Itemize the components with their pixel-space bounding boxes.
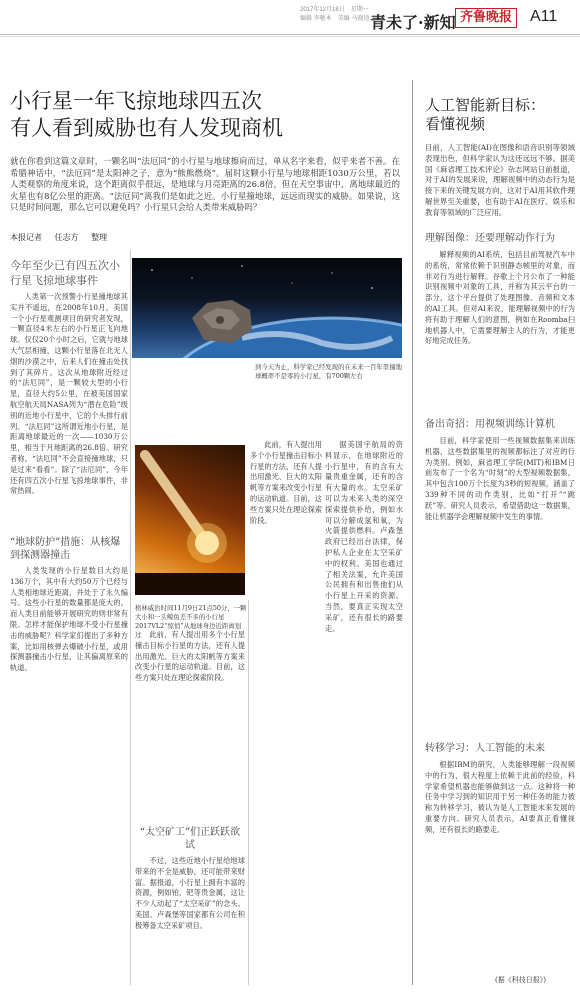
column-2-text-2 (135, 856, 245, 986)
byline-role: 本报记者 (10, 233, 42, 242)
newspaper-logo: 齐鲁晚报 (455, 8, 517, 28)
column-3-text (325, 440, 403, 985)
source-credit: (据《科技日报》) (495, 976, 546, 984)
sidebar-text-3 (425, 760, 575, 970)
column-1-paragraph: 人类第一次预警小行星撞地球其实并不遥远，在2008年10月，美国一个小行星观测项目的研究者发现，一颗直径4米左右的小行星正飞向地球。仅仅20个小时之后，它就与地球大气层相撞，这颗小行星落在北无人烟的沙漠之中，后来人们在撞击处找到了其碎片。这次从地球附近经过的“法厄同”，是一颗较大型的小行星，直径大约5公里，在被美国国家航空航天局NASA列为“潜在危险”级别的近地小行星中，它的个头排行前列。“法厄同”这所谓近地小行星，是距离地球最近的一次——1030万公里，相当于月地距离的26.8倍。研究者称，“法厄同”不会直接撞地球，只是过来“看看”。除了“法厄同”，今年还有四五次小行星飞掠地球事件，非常热闹。 (10, 292, 128, 496)
asteroid-earth-photo (132, 258, 402, 358)
page-number: A11 (530, 8, 558, 25)
meteor-illustration (135, 445, 245, 595)
sidebar-subhead-3: 转移学习：人工智能的未来 (425, 743, 545, 754)
header-rule-thin (0, 36, 580, 37)
header-meta (300, 6, 370, 24)
sidebar-headline (425, 96, 575, 134)
sidebar-lead: 目前，人工智能(AI)在图像和语音识别等领域表现出色，但科学家认为这还远远不够。据美国《麻省理工技术评论》杂志网站日前报道，对于AI的发展来说，理解视频中的动态行为是接下来的关键发展方向，这对于AI用其软件理解世界至关重要，也有助于AI在医疗、娱乐和教育等领域的广泛应用。 (425, 143, 575, 217)
asteroid-illustration (132, 258, 402, 358)
byline-author: 任志方 (54, 233, 79, 242)
photo-2-caption: 格林威治时间11月9日21点50分，一颗大小和一头鲸鱼差不多的小行星2017VL2“惊悄”从地球身边近距离划过 (135, 604, 247, 639)
meteor-photo (135, 445, 245, 595)
column-2-text (135, 630, 245, 810)
sidebar-paragraph-3: 根据IBM的研究，人类能够理解一段视频中的行为，很大程度上依赖于此前的经验，科学家希望机器也能够做到这一点。这种将一种任务中学习到的知识用于另一种任务的能力被称为转移学习，被认为是人工智能未来发展的重要方向。研究人员表示，AI要真正看懂视频，还有很长的路要走。 (425, 760, 575, 834)
column-1-paragraph-2: 人类发现的小行星数目大约是136万个，其中有大约50万个已经与人类相地球近距离，并处于了永久编号。这些小行星的数量都是庞大的，而人类目前能够开展研究的则非常有限。怎样才能保护地球不受小行星撞击的威胁呢？科学家们提出了多种方案，比如用核弹去爆破小行星，或用探测器撞击小行星，让其偏离原来的轨道。 (10, 566, 128, 673)
sidebar-headline-line-2: 看懂视频 (425, 115, 486, 133)
headline-line-2: 有人看到威胁也有人发现商机 (10, 116, 283, 140)
sidebar-headline-line-1: 人工智能新目标： (425, 96, 546, 114)
sidebar-text-2 (425, 436, 575, 736)
headline (10, 88, 400, 142)
column-divider-2 (248, 600, 249, 985)
subhead-asteroid-events: 今年至少已有四五次小行星飞掠地球事件 (10, 259, 120, 287)
column-2-text-top (250, 440, 322, 590)
byline-action: 整理 (91, 233, 108, 242)
sidebar-subhead-1: 理解图像：还要理解动作行为 (425, 233, 555, 244)
column-2-paragraph: 此前，有人提出用多个小行星撞击目标小行星的方法，还有人提出用激光、巨大的太阳帆等方案来改变小行星的运动轨道。目前，这些方案只处在理论探索阶段。 (135, 630, 245, 683)
subhead-earth-defense: “地球防护”措施：从核爆到探测器撞击 (10, 537, 121, 561)
issue-date: 2017年12月18日 星期一 (300, 7, 369, 13)
section-title: 青未了·新知 (370, 13, 456, 32)
sidebar-paragraph-2: 目前，科学家使用一些视频数据集来训练机器，这些数据集里的视频都标注了对应的行为类别。例如，麻省理工学院(MIT)和IBM日前发布了一个名为“时刻”的大型视频数据集，其中包含100万个长度为3秒的短视频，涵盖了339种不同的动作类别，比如“打开”“跳跃”等。研究人员表示，希望借助这一数据集，能让机器学会理解视频中发生的事情。 (425, 436, 575, 521)
subhead-space-mining: “太空矿工”们正跃跃欲试 (139, 827, 241, 851)
sidebar-divider (412, 80, 413, 985)
column-1-text (10, 292, 128, 532)
sidebar-text-1 (425, 250, 575, 410)
sidebar-subhead-2: 备出奇招：用视频训练计算机 (425, 419, 555, 430)
article-lead: 就在你看到这篇文章时，一颗名叫“法厄同”的小行星与地球擦肩而过，单从名字来看，似乎来者不善。在希腊神话中，“法厄同”是太阳神之子，意为“熊熊燃烧”。届时这颗小行星与地球相距1030万公里，若以人类观察的角度来说，这个距离似乎很远，是地球与月亮距离的26.8倍，但在天空事宙中，离地球最近的火星也有8亿公里的距离。“法厄同”离我们是如此之近。小行星撞地球，远远而现实的威胁。如果说，这只是时间问题，那么它可以避免吗？小行星只会给人类带来威胁吗？ (10, 156, 400, 213)
photo-1-caption: 到今天为止，科学家已经发现的在未来一百年里撞地球概率不是零的小行星，有700颗左右 (255, 363, 402, 380)
column-2-paragraph-top: 此前，有人提出用多个小行星撞击目标小行星的方法，还有人提出用激光、巨大的太阳帆等方案来改变小行星的运动轨道。目前，这些方案只处在理论探索阶段。 (250, 440, 322, 525)
column-divider (130, 250, 131, 985)
editor-credits: 编辑 李驰本 美编 马晓逵 (300, 16, 370, 22)
column-1-text-2 (10, 566, 128, 986)
byline (10, 232, 117, 243)
column-2-paragraph-2: 不过，这些近地小行星给地球带来的不全是威胁，还可能带来财富。据报道，小行星上拥有丰富的资源，例如铂、钯等贵金属，这让不少人动起了“太空采矿”的念头。美国、卢森堡等国家都有公司在积极筹备太空采矿项目。 (135, 856, 245, 930)
column-3-paragraph: 据美国宇航局的资料显示，在地球附近的小行星中，有的含有大量贵重金属，还有的含有大量的水。太空采矿可以为未来人类的深空探索提供补给，例如水可以分解成氢和氧，为火箭提供燃料。卢森堡政府已经出台法律，保护私人企业在太空采矿中的权利。美国也通过了相关法案，允许美国公民拥有和出售他们从小行星上开采的资源。当然，要真正实现太空采矿，还有很长的路要走。 (325, 440, 403, 633)
headline-line-1: 小行星一年飞掠地球四五次 (10, 89, 262, 113)
sidebar-paragraph-1: 解释视频的AI系统，包括目前驾驶汽车中的系统，常常依赖于识别静态帧里的对象，而非对行为进行解释。谷歌上个月公布了一种能识别视频中对象的工具，并称为其云平台的一部分，这个平台提供了处理图像、音频和文本的AI工具。但对AI来说，能理解视频中的行为将有助于理解人们的意图，例如在Roomba扫地机器人中，它需要理解主人的行为，才能更好地完成任务。 (425, 250, 575, 346)
header-rule (0, 34, 580, 35)
